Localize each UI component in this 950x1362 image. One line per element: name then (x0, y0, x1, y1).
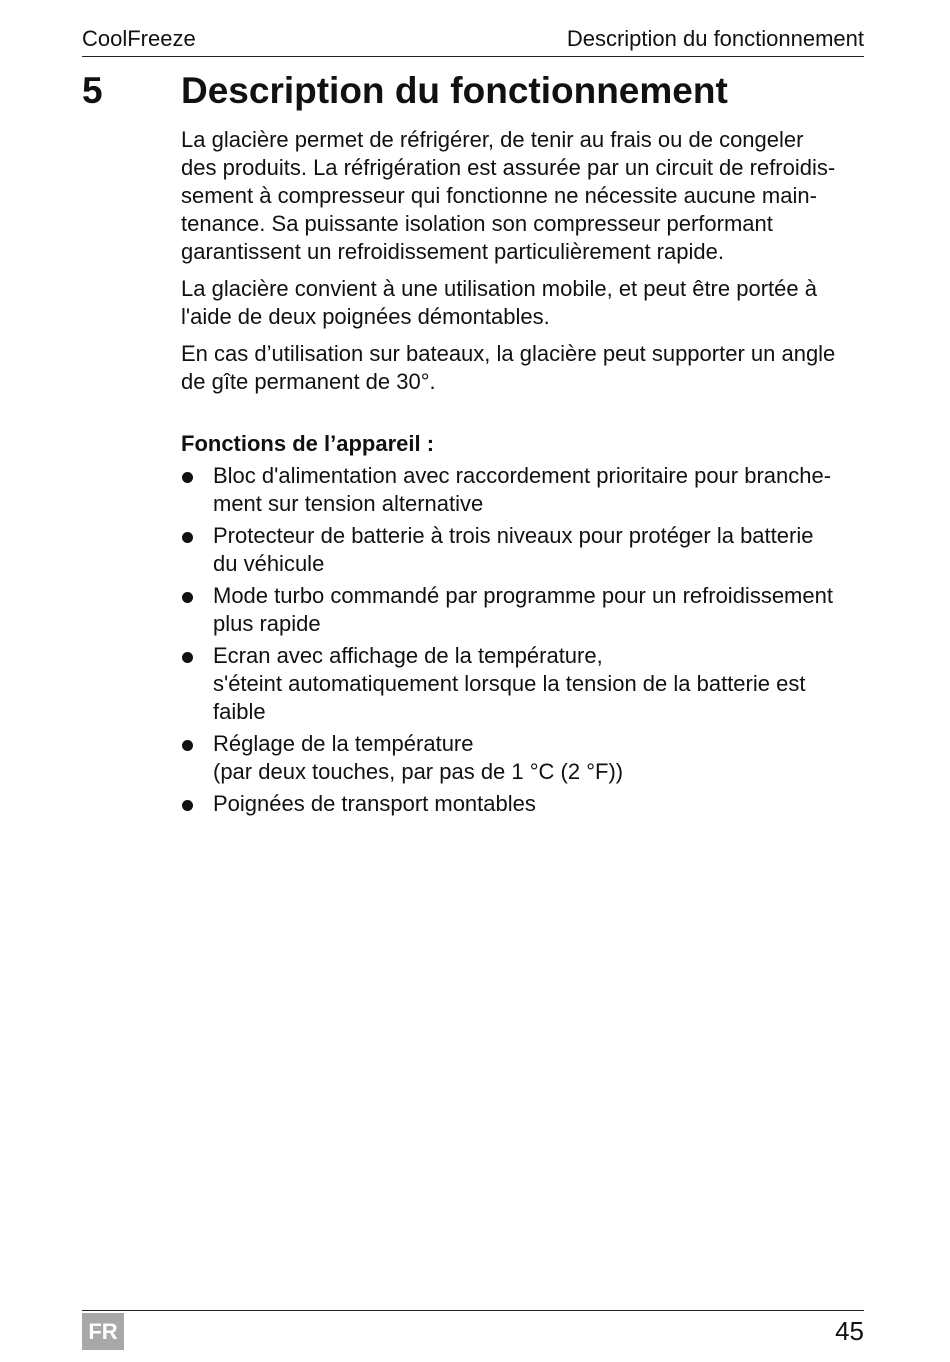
list-item (181, 582, 865, 638)
text-line: de gîte permanent de 30°. (181, 369, 436, 394)
text-line: Ecran avec affichage de la température, (213, 643, 603, 668)
functions-list (181, 462, 865, 818)
text-line: ment sur tension alternative (213, 491, 484, 516)
bullet-icon (182, 800, 193, 811)
text-line: Protecteur de batterie à trois niveaux pour protéger la batterie (213, 523, 814, 548)
text-line: tenance. Sa puissante isolation son compresseur performant (181, 211, 773, 236)
list-item (181, 642, 865, 726)
list-item (181, 522, 865, 578)
text-line: Bloc d'alimentation avec raccordement prioritaire pour branche- (213, 463, 832, 488)
header-product-name: CoolFreeze (82, 26, 196, 51)
text-line: plus rapide (213, 611, 321, 636)
bullet-icon (182, 472, 193, 483)
footer-divider (82, 1310, 864, 1311)
text-line: La glacière convient à une utilisation mobile, et peut être portée à (181, 276, 817, 301)
paragraph-mobile-use (181, 275, 865, 331)
header-divider (82, 56, 864, 57)
text-line: du véhicule (213, 551, 325, 576)
bullet-icon (182, 740, 193, 751)
list-item (181, 790, 865, 818)
text-line: l'aide de deux poignées démontables. (181, 304, 550, 329)
text-line: Mode turbo commandé par programme pour un refroidissement (213, 583, 833, 608)
page-number: 45 (835, 1316, 864, 1346)
text-line: La glacière permet de réfrigérer, de tenir au frais ou de congeler (181, 127, 804, 152)
paragraph-intro (181, 126, 865, 266)
text-line: (par deux touches, par pas de 1 °C (2 °F)) (213, 759, 624, 784)
bullet-icon (182, 592, 193, 603)
text-line: sement à compresseur qui fonctionne ne nécessite aucune main- (181, 183, 817, 208)
header-section-title: Description du fonctionnement (566, 26, 864, 51)
text-line: En cas d’utilisation sur bateaux, la glacière peut supporter un angle (181, 341, 836, 366)
paragraph-boat-use (181, 340, 865, 396)
list-item (181, 462, 865, 518)
content-body (181, 126, 865, 822)
chapter-number: 5 (82, 70, 103, 111)
bullet-icon (182, 652, 193, 663)
text-line: Réglage de la température (213, 731, 474, 756)
text-line: faible (213, 699, 266, 724)
language-badge: FR (82, 1313, 124, 1350)
text-line: s'éteint automatiquement lorsque la tension de la batterie est (213, 671, 806, 696)
functions-heading: Fonctions de l’appareil : (181, 431, 435, 456)
bullet-icon (182, 532, 193, 543)
text-line: Poignées de transport montables (213, 791, 536, 816)
text-line: garantissent un refroidissement particulièrement rapide. (181, 239, 724, 264)
list-item (181, 730, 865, 786)
chapter-title: Description du fonctionnement (181, 70, 728, 111)
text-line: des produits. La réfrigération est assurée par un circuit de refroidis- (181, 155, 836, 180)
